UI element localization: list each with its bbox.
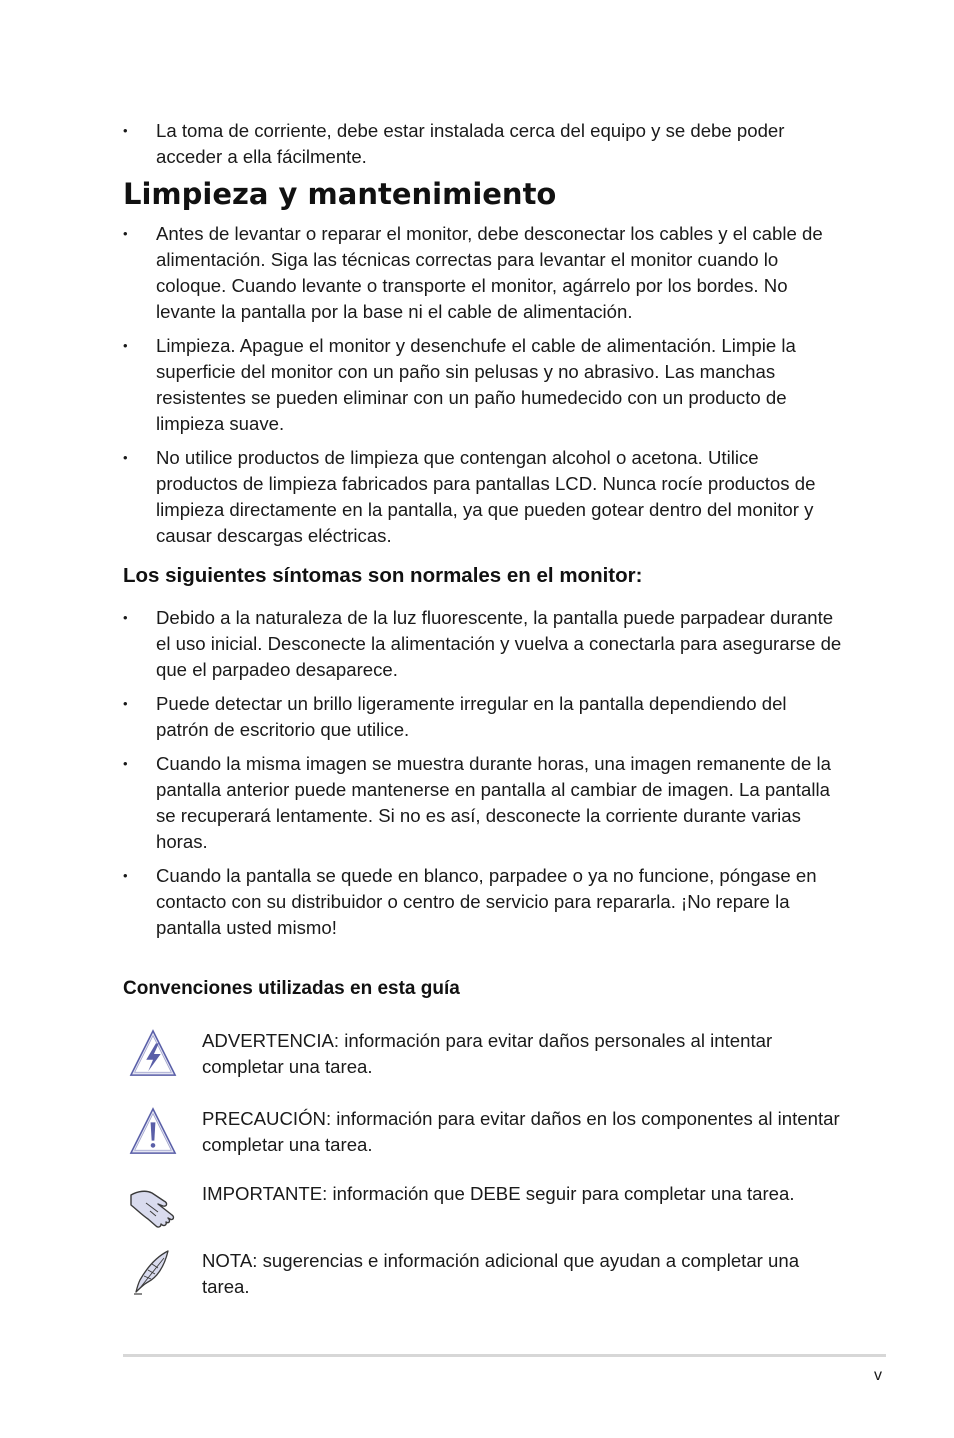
convention-text: PRECAUCIÓN: información para evitar daños en los componentes al intentar completar una tarea. — [202, 1108, 840, 1155]
list-item: • Puede detectar un brillo ligeramente irregular en la pantalla dependiendo del patrón de escritorio que utilice. — [123, 691, 843, 743]
list-item: • No utilice productos de limpieza que contengan alcohol o acetona. Utilice productos de limpieza fabricados para pantallas LCD. Nunca rocíe productos de limpieza directamente en la pantalla, ya que pueden gotear dentro del monitor y causar descargas eléctricas. — [123, 445, 843, 549]
convention-text: NOTA: sugerencias e información adicional que ayudan a completar una tarea. — [202, 1250, 800, 1297]
symptoms-heading: Los siguientes síntomas son normales en el monitor: — [123, 564, 643, 587]
convention-text: IMPORTANTE: información que DEBE seguir para completar una tarea. — [202, 1183, 795, 1204]
list-item: • Debido a la naturaleza de la luz fluorescente, la pantalla puede parpadear durante el uso inicial. Desconecte la alimentación y vuelva a conectarla para asegurarse de que el parpadeo desaparece. — [123, 605, 843, 683]
cleaning-bullet-list — [123, 221, 843, 557]
conventions-heading: Convenciones utilizadas en esta guía — [123, 978, 460, 999]
quill-note-icon — [128, 1248, 178, 1298]
footer-rule — [123, 1354, 886, 1357]
exclamation-caution-icon — [128, 1106, 178, 1156]
lightning-warning-icon — [128, 1028, 178, 1078]
convention-text: ADVERTENCIA: información para evitar daños personales al intentar completar una tarea. — [202, 1030, 773, 1077]
list-item: • Cuando la misma imagen se muestra durante horas, una imagen remanente de la pantalla anterior puede mantenerse en pantalla al cambiar de imagen. La pantalla se recuperará lentamente. Si no es así, desconecte la corriente durante varias horas. — [123, 751, 843, 855]
list-item: • Cuando la pantalla se quede en blanco, parpadee o ya no funcione, póngase en contacto con su distribuidor o centro de servicio para repararla. ¡No repare la pantalla usted mismo! — [123, 863, 843, 941]
page-number: v — [874, 1367, 882, 1384]
list-item: • Antes de levantar o reparar el monitor, debe desconectar los cables y el cable de alimentación. Siga las técnicas correctas para levantar el monitor cuando lo coloque. Cuando levante o transporte el monitor, agárrelo por los bordes. No levante la pantalla por la base ni el cable de alimentación. — [123, 221, 843, 325]
symptoms-bullet-list — [123, 605, 843, 949]
section-title: Limpieza y mantenimiento — [123, 177, 557, 211]
pointing-hand-icon — [128, 1181, 178, 1231]
list-item: • Limpieza. Apague el monitor y desenchufe el cable de alimentación. Limpie la superficie del monitor con un paño sin pelusas y no abrasivo. Las manchas resistentes se pueden eliminar con un paño humedecido con un producto de limpieza suave. — [123, 333, 843, 437]
intro-bullet-list — [123, 118, 843, 178]
list-item: • La toma de corriente, debe estar instalada cerca del equipo y se debe poder acceder a ella fácilmente. — [123, 118, 843, 170]
